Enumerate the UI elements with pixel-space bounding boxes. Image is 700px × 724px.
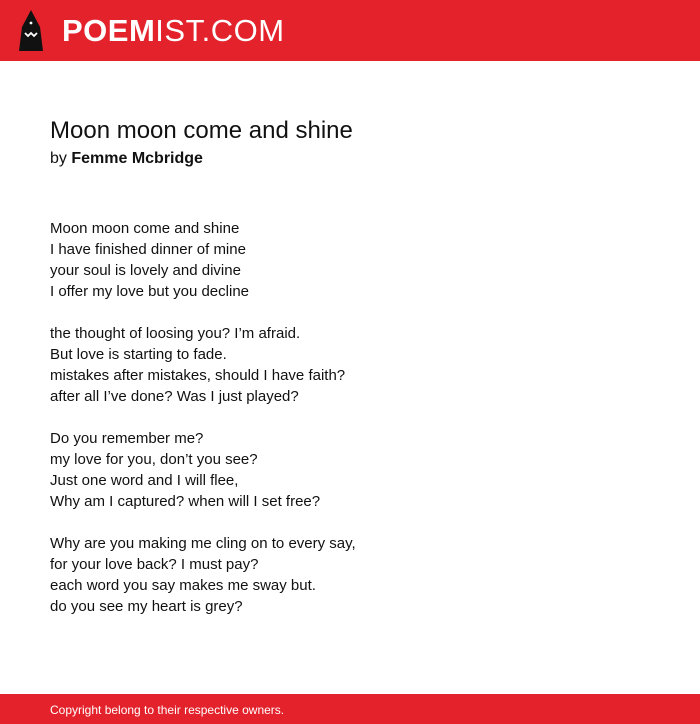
- poem-line: Why am I captured? when will I set free?: [50, 493, 321, 510]
- byline: [50, 148, 650, 170]
- poem-title: Moon moon come and shine: [50, 117, 353, 144]
- poem-line: for your love back? I must pay?: [50, 556, 259, 573]
- poem-content: [50, 114, 650, 638]
- poem-line: Moon moon come and shine: [50, 220, 240, 237]
- poem-line: after all I’ve done? Was I just played?: [50, 388, 299, 405]
- poem-line: I offer my love but you decline: [50, 283, 249, 300]
- poem-line: But love is starting to fade.: [50, 346, 227, 363]
- stanza: [50, 533, 650, 617]
- poem-body: [50, 218, 650, 617]
- poem-line: the thought of loosing you? I’m afraid.: [50, 325, 301, 342]
- poem-line: do you see my heart is grey?: [50, 598, 243, 615]
- poem-line: I have finished dinner of mine: [50, 241, 246, 258]
- logo-text-light: IST.COM: [155, 13, 285, 48]
- poem-line: each word you say makes me sway but.: [50, 577, 316, 594]
- stanza: [50, 218, 650, 302]
- by-label: by: [50, 150, 67, 167]
- site-footer: [0, 694, 700, 724]
- poem-line: my love for you, don’t you see?: [50, 451, 258, 468]
- pen-nib-icon[interactable]: [19, 10, 43, 51]
- site-logo[interactable]: [62, 12, 285, 50]
- poem-line: your soul is lovely and divine: [50, 262, 241, 279]
- logo-text-bold: POEM: [62, 13, 156, 48]
- poem-line: mistakes after mistakes, should I have faith?: [50, 367, 346, 384]
- author-name: Femme Mcbridge: [71, 150, 203, 167]
- site-header: [0, 0, 700, 61]
- poem-line: Why are you making me cling on to every say,: [50, 535, 356, 552]
- poem-line: Do you remember me?: [50, 430, 204, 447]
- copyright-text: Copyright belong to their respective owners.: [50, 703, 285, 717]
- poem-line: Just one word and I will flee,: [50, 472, 239, 489]
- stanza: [50, 323, 650, 407]
- stanza: [50, 428, 650, 512]
